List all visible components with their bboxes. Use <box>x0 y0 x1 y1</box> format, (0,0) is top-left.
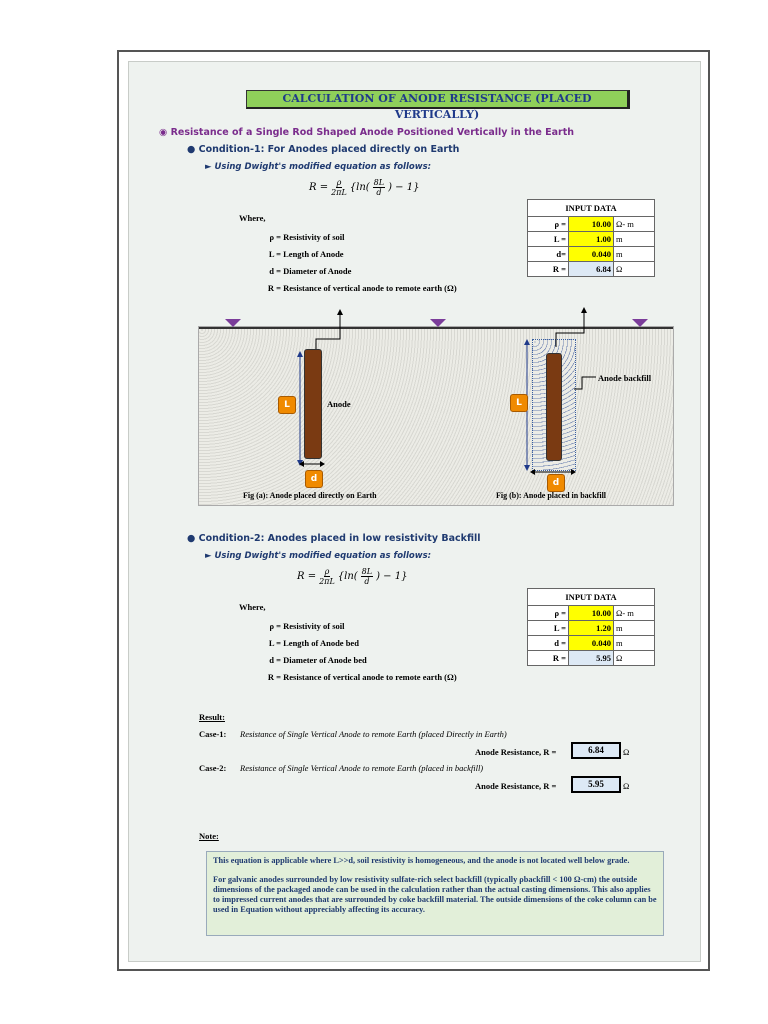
case-2-unit: Ω <box>623 781 630 791</box>
condition-1-label: Condition-1: For Anodes placed directly on Earth <box>198 144 460 155</box>
resistance-output: 6.84 <box>569 262 614 277</box>
note-heading: Note: <box>199 831 219 841</box>
case-2-text: Resistance of Single Vertical Anode to remote Earth (placed in backfill) <box>240 763 484 773</box>
input-label: d= <box>528 247 569 262</box>
bullet-icon: ◉ <box>159 127 171 138</box>
case-2-result-value: 5.95 <box>571 776 621 793</box>
note-paragraph-2: For galvanic anodes surrounded by low resistivity sulfate-rich select backfill (typically ρbackfill < 100 Ω-cm) the outside dimensions of the packaged anode can be used in the calculation rather than the actual casting dimensions. This also applies to impressed current anodes that are surrounded by coke backfill material. The outside dimensions of the coke column can be used in Equation without appreciably affecting its accuracy. <box>213 875 657 914</box>
diameter-arrow-a <box>299 459 325 469</box>
worksheet-area <box>128 61 701 962</box>
def-symbol: d = <box>269 266 281 276</box>
input-unit: Ω- m <box>614 606 655 621</box>
definitions-1 <box>265 229 457 297</box>
length-input[interactable]: 1.20 <box>569 621 614 636</box>
ground-marker-icon <box>632 319 648 327</box>
formula-den: 2πL <box>331 188 347 197</box>
definition-row <box>265 280 457 297</box>
section-heading <box>159 127 574 138</box>
note-paragraph-1: This equation is applicable where L>>d, soil resistivity is homogeneous, and the anode is not located well below grade. <box>213 856 630 865</box>
def-symbol: L = <box>268 638 281 648</box>
input-unit: Ω- m <box>614 217 655 232</box>
formula-fraction-1 <box>319 567 335 586</box>
case-2-result-label: Anode Resistance, R = <box>475 781 557 791</box>
definition-row <box>265 229 457 246</box>
def-symbol: R = <box>267 283 281 293</box>
def-symbol: L = <box>268 249 281 259</box>
condition-2-using: ► Using Dwight's modified equation as follows: <box>205 551 432 561</box>
table-row <box>528 247 655 262</box>
ground-marker-icon <box>430 319 446 327</box>
bullet-icon: ● <box>187 533 199 544</box>
formula-fraction-2 <box>361 567 373 586</box>
definition-row <box>265 635 457 652</box>
condition-2-label: Condition-2: Anodes placed in low resistivity Backfill <box>198 533 481 544</box>
input-label: L = <box>528 232 569 247</box>
def-text: Diameter of Anode bed <box>283 655 367 665</box>
condition-1-using: ► Using Dwight's modified equation as follows: <box>205 162 432 172</box>
case-1-result-value: 6.84 <box>571 742 621 759</box>
formula-num: 8L <box>373 178 385 187</box>
formula-fraction-1 <box>331 178 347 197</box>
table-row <box>528 232 655 247</box>
input-label: d = <box>528 636 569 651</box>
formula-2 <box>297 567 407 586</box>
anode-rod-b <box>546 353 562 461</box>
def-symbol: d = <box>269 655 281 665</box>
def-text: Resistivity of soil <box>283 621 345 631</box>
table-row <box>528 217 655 232</box>
resistance-output: 5.95 <box>569 651 614 666</box>
definition-row <box>265 652 457 669</box>
case-2-label: Case-2: <box>199 763 227 773</box>
length-input[interactable]: 1.00 <box>569 232 614 247</box>
where-label: Where, <box>239 213 266 223</box>
def-symbol: R = <box>267 672 281 682</box>
formula-1 <box>309 178 419 197</box>
input-label: ρ = <box>528 217 569 232</box>
input-data-table-1 <box>527 199 655 277</box>
formula-lhs: R = <box>309 182 329 193</box>
worksheet <box>117 50 710 971</box>
fig-a-caption: Fig (a): Anode placed directly on Earth <box>243 491 377 500</box>
input-unit: m <box>614 232 655 247</box>
input-table-header: INPUT DATA <box>528 589 655 606</box>
diameter-input[interactable]: 0.040 <box>569 247 614 262</box>
backfill-pointer <box>574 371 596 391</box>
input-unit: m <box>614 247 655 262</box>
case-1-result-label: Anode Resistance, R = <box>475 747 557 757</box>
case-1-unit: Ω <box>623 747 630 757</box>
input-data-table-2 <box>527 588 655 666</box>
bullet-icon: ● <box>187 144 199 155</box>
anode-label: Anode <box>327 399 351 409</box>
result-heading: Result: <box>199 712 225 722</box>
diameter-tag-a: d <box>305 470 323 488</box>
input-unit: Ω <box>614 651 655 666</box>
table-row <box>528 636 655 651</box>
formula-lhs: R = <box>297 571 317 582</box>
diameter-input[interactable]: 0.040 <box>569 636 614 651</box>
backfill-label: Anode backfill <box>598 373 652 383</box>
lead-wire-a <box>294 309 354 469</box>
input-unit: Ω <box>614 262 655 277</box>
formula-den: d <box>364 577 370 586</box>
case-1-text: Resistance of Single Vertical Anode to remote Earth (placed Directly in Earth) <box>240 729 507 739</box>
def-text: Length of Anode <box>283 249 344 259</box>
length-tag-b: L <box>510 394 528 412</box>
input-table-header: INPUT DATA <box>528 200 655 217</box>
formula-ln: {ln( <box>349 182 370 193</box>
def-text: Resistance of vertical anode to remote earth (Ω) <box>283 672 457 682</box>
def-text: Length of Anode bed <box>283 638 359 648</box>
page-title: CALCULATION OF ANODE RESISTANCE (PLACED VERTICALLY) <box>246 90 630 109</box>
definition-row <box>265 669 457 686</box>
fig-b-caption: Fig (b): Anode placed in backfill <box>496 491 607 500</box>
formula-num: ρ <box>336 178 342 187</box>
anode-diagram <box>198 326 674 506</box>
definition-row <box>265 618 457 635</box>
input-label: ρ = <box>528 606 569 621</box>
formula-tail: ) − 1} <box>388 182 420 193</box>
ground-line <box>199 327 673 329</box>
ground-marker-icon <box>225 319 241 327</box>
def-symbol: ρ = <box>269 621 281 631</box>
def-text: Resistance of vertical anode to remote earth (Ω) <box>283 283 457 293</box>
case-1-label: Case-1: <box>199 729 227 739</box>
input-unit: m <box>614 636 655 651</box>
table-row <box>528 621 655 636</box>
diameter-tag-b: d <box>547 474 565 492</box>
note-box <box>206 851 664 936</box>
formula-num: 8L <box>361 567 373 576</box>
formula-den: d <box>376 188 382 197</box>
definition-row <box>265 246 457 263</box>
formula-fraction-2 <box>373 178 385 197</box>
table-row <box>528 606 655 621</box>
input-label: R = <box>528 651 569 666</box>
table-row <box>528 262 655 277</box>
formula-ln: {ln( <box>337 571 358 582</box>
length-tag-a: L <box>278 396 296 414</box>
input-label: R = <box>528 262 569 277</box>
rho-input[interactable]: 10.00 <box>569 217 614 232</box>
def-symbol: ρ = <box>269 232 281 242</box>
input-label: L = <box>528 621 569 636</box>
formula-den: 2πL <box>319 577 335 586</box>
condition-1-heading <box>187 144 459 155</box>
where-label: Where, <box>239 602 266 612</box>
section-heading-text: Resistance of a Single Rod Shaped Anode Positioned Vertically in the Earth <box>170 127 575 138</box>
input-unit: m <box>614 621 655 636</box>
formula-tail: ) − 1} <box>376 571 408 582</box>
anode-rod-a <box>304 349 322 459</box>
definition-row <box>265 263 457 280</box>
condition-2-heading <box>187 533 481 544</box>
formula-num: ρ <box>324 567 330 576</box>
rho-input[interactable]: 10.00 <box>569 606 614 621</box>
table-row <box>528 651 655 666</box>
def-text: Diameter of Anode <box>283 266 352 276</box>
definitions-2 <box>265 618 457 686</box>
def-text: Resistivity of soil <box>283 232 345 242</box>
